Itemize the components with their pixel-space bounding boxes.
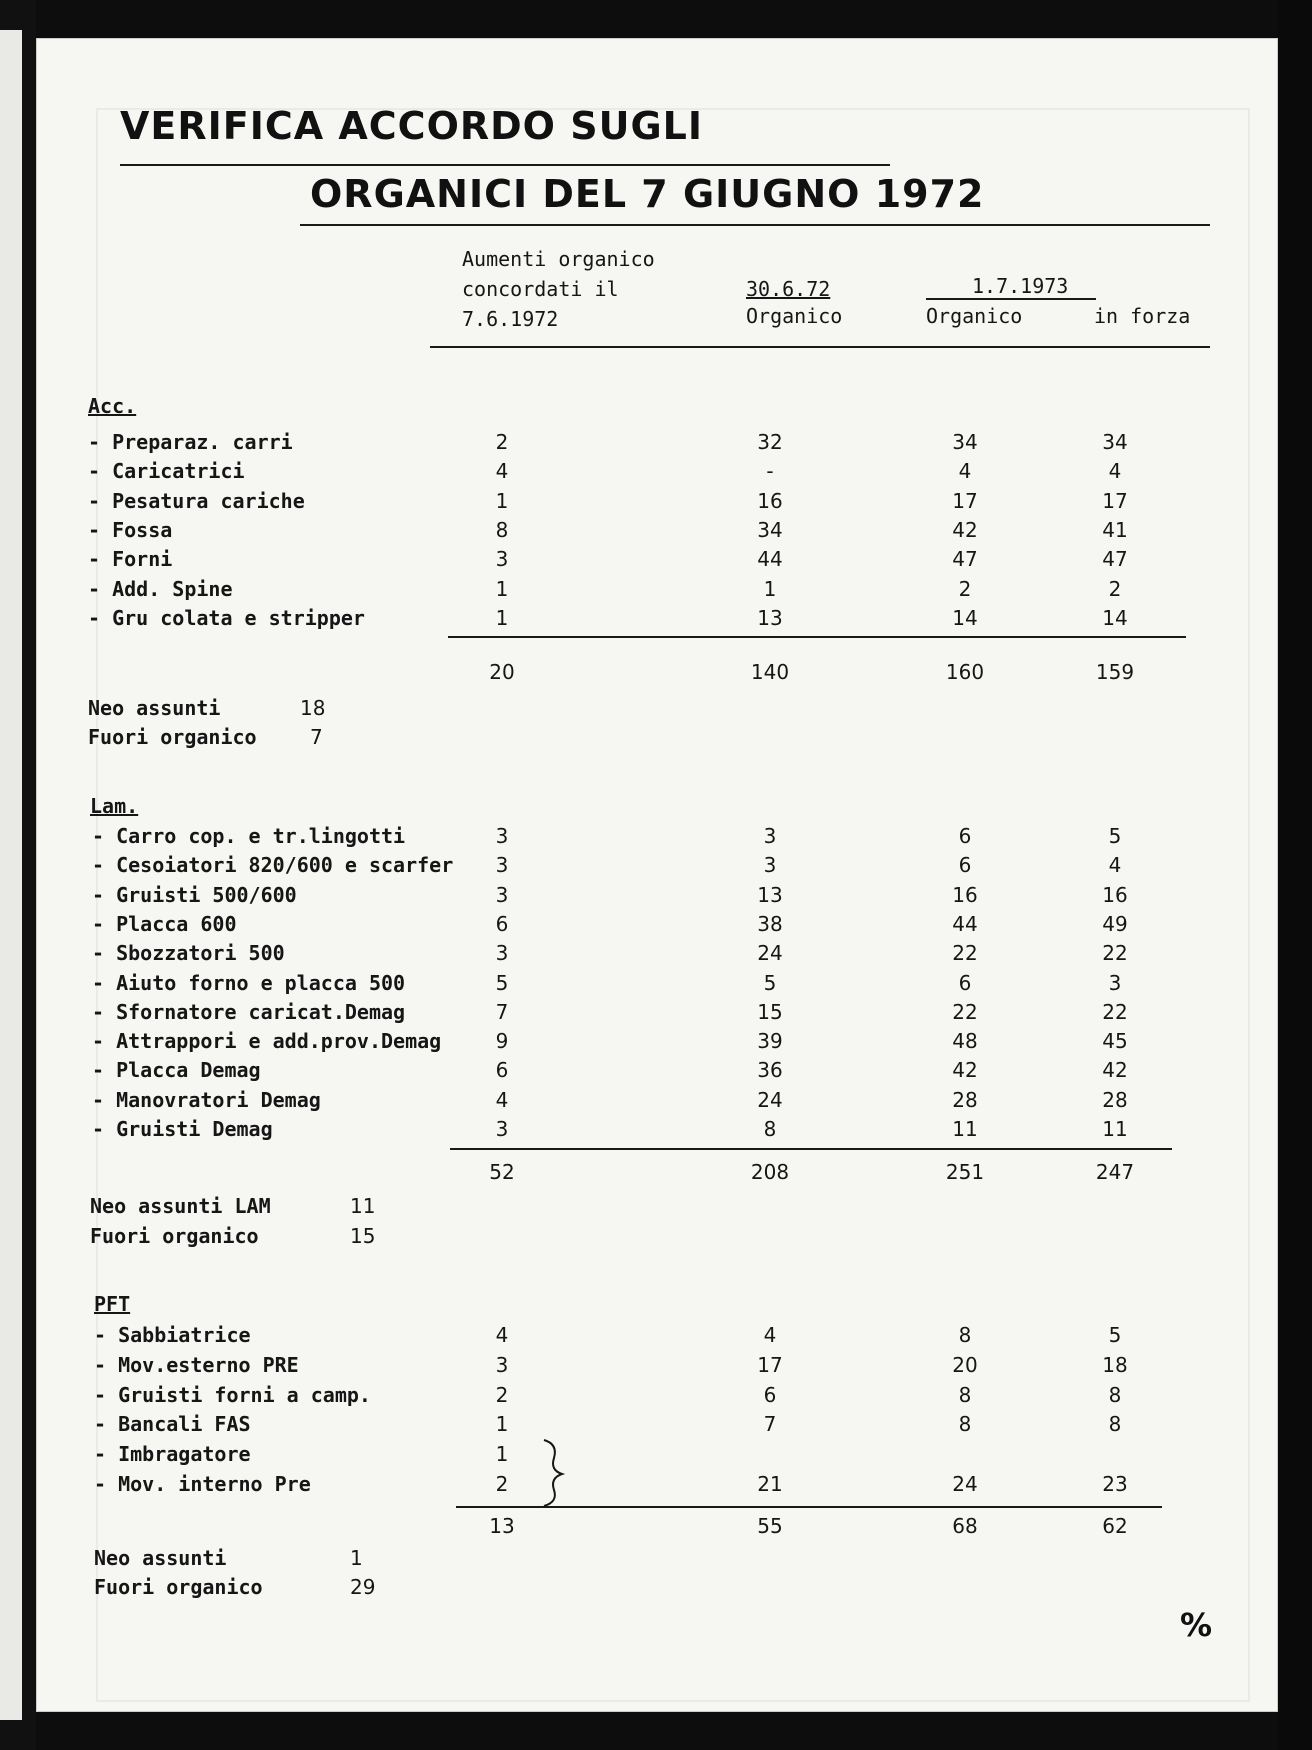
- cell-b: 17: [757, 1352, 783, 1377]
- cell-c: 8: [958, 1323, 972, 1347]
- cell-c: 17: [952, 488, 978, 513]
- cell-b: 6: [763, 1382, 777, 1407]
- header-col4-label: in forza: [1094, 304, 1191, 328]
- cell-a: 1: [495, 1442, 509, 1467]
- cell-a: 3: [495, 1117, 509, 1141]
- cell-a: 4: [495, 459, 509, 484]
- cell-c: 8: [958, 1412, 972, 1437]
- row-label: - Sabbiatrice: [94, 1323, 251, 1347]
- row-label: - Fossa: [88, 517, 173, 542]
- total-c: 160: [945, 660, 985, 684]
- row-label: - Gruisti Demag: [92, 1117, 273, 1141]
- total-d: 62: [1102, 1514, 1128, 1538]
- cell-b: -: [766, 459, 774, 484]
- cell-b: 16: [757, 488, 783, 513]
- cell-d: 17: [1102, 488, 1128, 513]
- cell-d: 22: [1102, 941, 1128, 966]
- fuori-organico-value: 15: [350, 1224, 376, 1248]
- row-label: - Attrappori e add.prov.Demag: [92, 1029, 442, 1054]
- cell-c: 48: [952, 1029, 978, 1054]
- header-col3-underline: [926, 298, 1096, 300]
- row-label: - Gru colata e stripper: [88, 605, 365, 630]
- row-label: - Sfornatore caricat.Demag: [92, 999, 406, 1024]
- cell-c: 42: [952, 1058, 978, 1083]
- row-label: - Add. Spine: [88, 576, 233, 601]
- section-heading: Acc.: [88, 394, 137, 418]
- cell-a: 3: [495, 882, 509, 907]
- title-underline-2: [300, 224, 1210, 226]
- row-label: - Mov. interno Pre: [94, 1472, 311, 1496]
- cell-b: 44: [757, 547, 783, 572]
- row-label: - Gruisti 500/600: [92, 882, 297, 907]
- total-b: 140: [750, 660, 790, 684]
- row-label: - Imbragatore: [94, 1442, 251, 1467]
- cell-d: 34: [1102, 430, 1128, 454]
- row-label: - Placca Demag: [92, 1058, 261, 1083]
- grouping-brace: [540, 1438, 570, 1508]
- row-label: - Manovratori Demag: [92, 1087, 321, 1112]
- cell-c: 47: [952, 547, 978, 572]
- cell-a: 2: [495, 1382, 509, 1407]
- total-c: 68: [952, 1514, 978, 1538]
- total-a: 52: [489, 1160, 515, 1184]
- cell-b: 1: [763, 576, 777, 601]
- row-label: - Caricatrici: [88, 459, 245, 484]
- total-b: 208: [750, 1160, 790, 1184]
- total-c: 251: [945, 1160, 985, 1184]
- cell-b: 21: [757, 1472, 783, 1496]
- total-a: 13: [489, 1514, 515, 1538]
- cell-b: 24: [757, 1087, 783, 1112]
- cell-b: 5: [763, 970, 777, 995]
- cell-c: 6: [958, 824, 972, 848]
- cell-a: 2: [495, 1472, 509, 1496]
- cell-a: 3: [495, 1352, 509, 1377]
- header-col3-label: Organico: [926, 304, 1023, 328]
- cell-d: 3: [1108, 970, 1122, 995]
- header-col1-line2: concordati il: [462, 277, 619, 301]
- cell-d: 22: [1102, 999, 1128, 1024]
- cell-a: 4: [495, 1323, 509, 1347]
- total-a: 20: [489, 660, 515, 684]
- cell-a: 3: [495, 547, 509, 572]
- cell-c: 6: [958, 853, 972, 878]
- cell-c: 14: [952, 605, 978, 630]
- row-label: - Forni: [88, 547, 173, 572]
- cell-a: 3: [495, 941, 509, 966]
- cell-b: 34: [757, 517, 783, 542]
- title-underline-1: [120, 164, 890, 166]
- cell-a: 6: [495, 911, 509, 936]
- cell-a: 7: [495, 999, 509, 1024]
- header-col1-line3: 7.6.1972: [462, 307, 559, 331]
- cell-a: 1: [495, 1412, 509, 1437]
- header-col2-date: 30.6.72: [746, 277, 831, 301]
- cell-a: 3: [495, 853, 509, 878]
- cell-a: 3: [495, 824, 509, 848]
- cell-c: 8: [958, 1382, 972, 1407]
- fuori-organico-label: Fuori organico: [90, 1224, 259, 1248]
- cell-d: 45: [1102, 1029, 1128, 1054]
- cell-d: 5: [1108, 824, 1122, 848]
- left-binding-strip: [0, 0, 36, 1750]
- cell-b: 32: [757, 430, 783, 454]
- header-col3-date: 1.7.1973: [972, 274, 1069, 298]
- fuori-organico-label: Fuori organico: [88, 725, 257, 749]
- cell-a: 4: [495, 1087, 509, 1112]
- cell-a: 1: [495, 488, 509, 513]
- cell-d: 41: [1102, 517, 1128, 542]
- fuori-organico-label: Fuori organico: [94, 1575, 263, 1599]
- row-label: - Aiuto forno e placca 500: [92, 970, 406, 995]
- cell-b: 7: [763, 1412, 777, 1437]
- cell-a: 1: [495, 605, 509, 630]
- fuori-organico-value: 7: [310, 725, 323, 749]
- cell-b: 36: [757, 1058, 783, 1083]
- row-label: - Placca 600: [92, 911, 237, 936]
- cell-d: 11: [1102, 1117, 1128, 1141]
- header-col1-line1: Aumenti organico: [462, 247, 655, 271]
- row-label: - Bancali FAS: [94, 1412, 251, 1437]
- cell-a: 9: [495, 1029, 509, 1054]
- cell-d: 8: [1108, 1412, 1122, 1437]
- section-heading: PFT: [94, 1292, 131, 1316]
- totals-rule: [448, 636, 1186, 638]
- cell-c: 28: [952, 1087, 978, 1112]
- cell-d: 2: [1108, 576, 1122, 601]
- cell-b: 13: [757, 882, 783, 907]
- cell-c: 11: [952, 1117, 978, 1141]
- cell-c: 44: [952, 911, 978, 936]
- cell-c: 42: [952, 517, 978, 542]
- total-d: 247: [1095, 1160, 1135, 1184]
- cell-d: 8: [1108, 1382, 1122, 1407]
- cell-c: 24: [952, 1472, 978, 1496]
- cell-c: 16: [952, 882, 978, 907]
- cell-c: 6: [958, 970, 972, 995]
- page-continue-mark: %: [1180, 1606, 1214, 1644]
- neo-assunti-label: Neo assunti LAM: [90, 1194, 271, 1218]
- cell-d: 5: [1108, 1323, 1122, 1347]
- cell-d: 47: [1102, 547, 1128, 572]
- row-label: - Preparaz. carri: [88, 430, 293, 454]
- cell-d: 23: [1102, 1472, 1128, 1496]
- title-line-2: ORGANICI DEL 7 GIUGNO 1972: [310, 172, 985, 216]
- cell-b: 3: [763, 824, 777, 848]
- cell-d: 14: [1102, 605, 1128, 630]
- right-edge: [1278, 0, 1312, 1750]
- section-heading: Lam.: [90, 794, 139, 818]
- cell-b: 13: [757, 605, 783, 630]
- row-label: - Cesoiatori 820/600 e scarfer: [92, 853, 454, 878]
- cell-a: 1: [495, 576, 509, 601]
- cell-b: 3: [763, 853, 777, 878]
- row-label: - Sbozzatori 500: [92, 941, 285, 966]
- cell-a: 5: [495, 970, 509, 995]
- neo-assunti-label: Neo assunti: [94, 1546, 227, 1570]
- neo-assunti-value: 1: [350, 1546, 363, 1570]
- total-b: 55: [757, 1514, 783, 1538]
- cell-b: 39: [757, 1029, 783, 1054]
- cell-d: 28: [1102, 1087, 1128, 1112]
- cell-c: 20: [952, 1352, 978, 1377]
- row-label: - Mov.esterno PRE: [94, 1352, 299, 1377]
- cell-c: 34: [952, 430, 978, 454]
- totals-rule: [450, 1148, 1172, 1150]
- cell-c: 22: [952, 999, 978, 1024]
- cell-c: 4: [958, 459, 972, 484]
- cell-d: 18: [1102, 1352, 1128, 1377]
- cell-a: 2: [495, 430, 509, 454]
- cell-c: 2: [958, 576, 972, 601]
- cell-d: 49: [1102, 911, 1128, 936]
- cell-a: 6: [495, 1058, 509, 1083]
- row-label: - Carro cop. e tr.lingotti: [92, 824, 406, 848]
- cell-b: 38: [757, 911, 783, 936]
- title-line-1: VERIFICA ACCORDO SUGLI: [120, 104, 703, 148]
- neo-assunti-label: Neo assunti: [88, 696, 221, 720]
- row-label: - Gruisti forni a camp.: [94, 1382, 371, 1407]
- header-col2-label: Organico: [746, 304, 843, 328]
- cell-a: 8: [495, 517, 509, 542]
- cell-d: 4: [1108, 853, 1122, 878]
- cell-b: 24: [757, 941, 783, 966]
- neo-assunti-value: 18: [300, 696, 326, 720]
- fuori-organico-value: 29: [350, 1575, 376, 1599]
- neo-assunti-value: 11: [350, 1194, 376, 1218]
- cell-b: 8: [763, 1117, 777, 1141]
- cell-b: 15: [757, 999, 783, 1024]
- cell-d: 42: [1102, 1058, 1128, 1083]
- header-rule: [430, 346, 1210, 348]
- row-label: - Pesatura cariche: [88, 488, 305, 513]
- total-d: 159: [1095, 660, 1135, 684]
- cell-b: 4: [763, 1323, 777, 1347]
- cell-d: 16: [1102, 882, 1128, 907]
- cell-d: 4: [1108, 459, 1122, 484]
- cell-c: 22: [952, 941, 978, 966]
